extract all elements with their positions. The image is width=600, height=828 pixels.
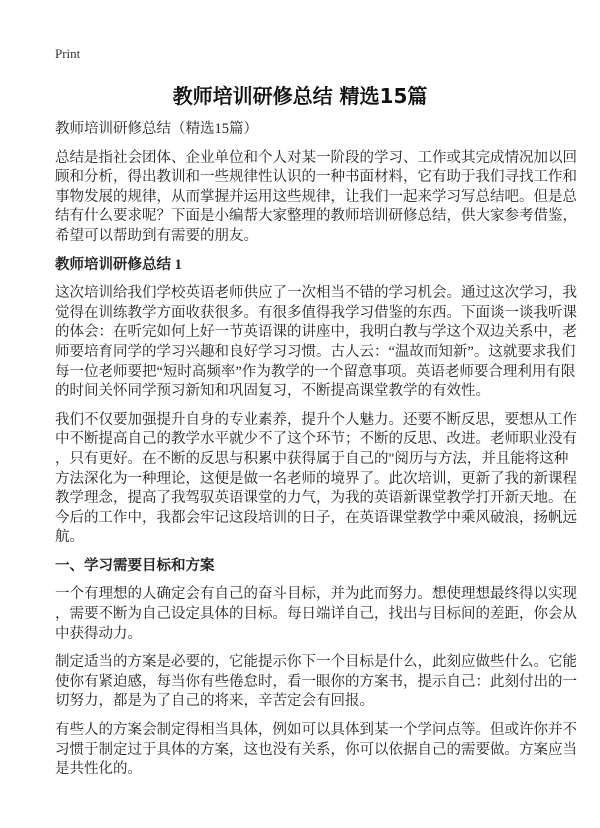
paragraph xyxy=(55,284,575,402)
text-line: 教学理念，提高了我驾驭英语课堂的力气，为我的英语新课堂教学打开新天地。在 xyxy=(55,490,577,507)
text-line: ，只有更好。在不断的反思与积累中获得属于自己的"阅历与方法，并且能将这种 xyxy=(55,450,569,467)
text-line: 这次培训给我们学校英语老师供应了一次相当不错的学习机会。通过这次学习，我 xyxy=(55,285,577,302)
text-line: 切努力，都是为了自己的将来，辛苦定会有回报。 xyxy=(55,693,374,710)
paragraph xyxy=(55,411,575,548)
section-heading-2: 一、学习需要目标和方案 xyxy=(55,557,215,574)
text-line: 一个有理想的人确定会有自己的奋斗目标，并为此而努力。想使理想最终得以实现 xyxy=(55,586,577,603)
text-line: ，需要不断为自己设定具体的目标。每日端详自己，找出与目标间的差距，你会从 xyxy=(55,606,577,623)
text-line: 的时间关怀同学预习新知和巩固复习，不断提高课堂教学的有效性。 xyxy=(55,383,490,400)
page-title: 教师培训研修总结 精选15篇 xyxy=(172,84,428,108)
text-line: 航。 xyxy=(55,529,84,546)
text-line: 师要培育同学的学习兴趣和良好学习习惯。古人云：“温故而知新”。这就要求我们 xyxy=(55,343,576,360)
print-link[interactable]: Print xyxy=(55,46,81,61)
paragraph xyxy=(55,653,575,712)
text-line: 中不断提高自己的教学水平就少不了这个环节；不断的反思、改进。老师职业没有 xyxy=(55,431,577,448)
paragraph xyxy=(55,721,575,780)
text-line: 使你有紧迫感，每当你有些倦怠时，看一眼你的方案书，提示自己：此刻付出的一 xyxy=(55,673,577,690)
text-line: 总结是指社会团体、企业单位和个人对某一阶段的学习、工作或其完成情况加以回 xyxy=(55,149,577,166)
text-line: 有些人的方案会制定得相当具体，例如可以具体到某一个学问点等。但或许你并不 xyxy=(55,722,577,739)
text-line: 顾和分析，得出教训和一些规律性认识的一种书面材料，它有助于我们寻找工作和 xyxy=(55,169,577,186)
text-line: 事物发展的规律，从而掌握并运用这些规律，让我们一起来学习写总结吧。但是总 xyxy=(55,188,577,205)
text-line: 每一位老师要把“短时高频率”作为教学的一个留意事项。英语老师要合理利用有限 xyxy=(55,363,576,380)
text-line: 方法深化为一种理论，这便是做一名老师的境界了。此次培训，更新了我的新课程 xyxy=(55,470,577,487)
text-line: 今后的工作中，我都会牢记这段培训的日子，在英语课堂教学中乘风破浪，扬帆远 xyxy=(55,509,577,526)
text-line: 觉得在训练教学方面收获很多。有很多值得我学习借鉴的东西。下面谈一谈我听课 xyxy=(55,304,577,321)
text-line: 我们不仅要加强提升自身的专业素养，提升个人魅力。还要不断反思，要想从工作 xyxy=(55,411,577,428)
text-line: 的体会：在听完如何上好一节英语课的讲座中，我明白教与学这个双边关系中，老 xyxy=(55,324,577,341)
text-line: 制定适当的方案是必要的，它能提示你下一个目标是什么，此刻应做些什么。它能 xyxy=(55,654,577,671)
text-line: 中获得动力。 xyxy=(55,625,142,642)
text-line: 结有什么要求呢？下面是小编帮大家整理的教师培训研修总结，供大家参考借鉴， xyxy=(55,208,577,225)
section-heading-1: 教师培训研修总结 1 xyxy=(55,256,182,273)
text-line: 希望可以帮助到有需要的朋友。 xyxy=(55,227,258,244)
subtitle: 教师培训研修总结（精选15篇） xyxy=(55,121,258,137)
text-line: 习惯于制定过于具体的方案，这也没有关系，你可以依据自己的需要做。方案应当 xyxy=(55,741,577,758)
document-body xyxy=(55,120,575,789)
text-line: 是共性化的。 xyxy=(55,761,142,778)
paragraph xyxy=(55,585,575,644)
intro-paragraph xyxy=(55,149,575,247)
